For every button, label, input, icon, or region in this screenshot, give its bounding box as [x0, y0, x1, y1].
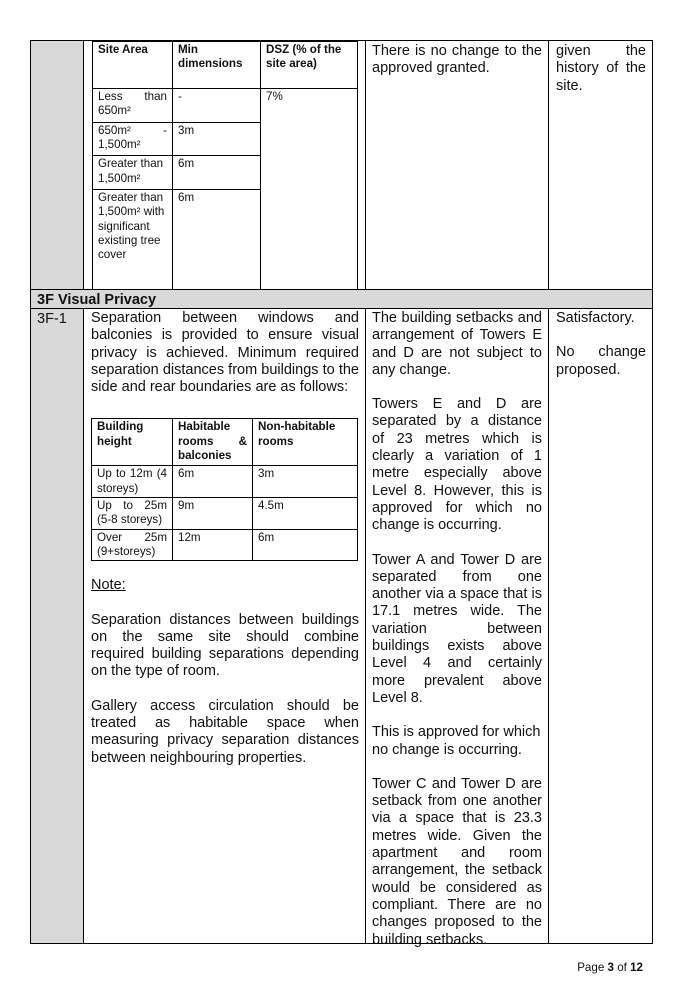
control-intro: Separation between windows and balconies is provided to ensure visual privacy is achieved. Minimum required separation distances from buildings to the side and rear boundaries are as follows: [91, 310, 359, 396]
table-cell: 6m [253, 529, 358, 561]
table-header-cell: DSZ (% of the site area) [261, 42, 358, 89]
separation-table [91, 418, 358, 561]
table-cell: Up to 25m (5-8 storeys) [92, 498, 173, 530]
table-cell: Greater than 1,500m² [93, 156, 173, 190]
table-cell: 6m [173, 466, 253, 498]
table-cell: Less than 650m² [93, 89, 173, 123]
comment-paragraph: The building setbacks and arrangement of Towers E and D are not subject to any change. [372, 310, 542, 378]
table-header-row [93, 42, 358, 89]
comment-paragraph: This is approved for which no change is occurring. [372, 724, 541, 758]
status-text: given the history of the site. [556, 43, 646, 94]
page-of: of [613, 961, 631, 974]
comment-paragraph: Towers E and D are separated by a distance of 23 metres which is clearly a variation of 1 metre especially above Level 8. However, this is approved for which no change is occurring. [372, 396, 542, 534]
table-cell: Greater than 1,500m² with significant existing tree cover [93, 190, 173, 292]
clause-control-cell [83, 308, 366, 944]
section-heading-row [30, 289, 653, 309]
comment-paragraph: Tower C and Tower D are setback from one another via a space that is 23.3 metres wide. Given the apartment and room arrangement, the setback would be considered as compliant. There are no changes proposed to the building setbacks. [372, 775, 542, 948]
status-text: Satisfactory. [556, 310, 635, 326]
row-continued-status-cell [548, 40, 653, 290]
page-total: 12 [630, 961, 643, 974]
table-row [93, 89, 358, 123]
clause-comment-cell [365, 308, 549, 948]
table-cell: Over 25m (9+storeys) [92, 529, 173, 561]
page-current: 3 [607, 961, 614, 974]
row-continued-comment-cell [365, 40, 549, 290]
table-cell: 650m² - 1,500m² [93, 122, 173, 156]
table-cell: 6m [173, 190, 261, 292]
note-paragraph: Gallery access circulation should be treated as habitable space when measuring privacy separation distances between neighbouring properties. [91, 697, 359, 766]
comment-paragraph: Tower A and Tower D are separated from one another via a space that is 17.1 metres wide. The variation between buildings exists above Level 4 and certainly more prevalent above Level 8. [372, 551, 542, 706]
table-cell: 4.5m [253, 498, 358, 530]
row-continued-first-cell [30, 40, 84, 290]
note-label: Note: [91, 577, 126, 594]
table-cell: 3m [253, 466, 358, 498]
table-header-row [92, 419, 358, 466]
table-row [92, 466, 358, 498]
row-continued-control-cell [83, 40, 366, 290]
status-text: No change proposed. [556, 344, 646, 378]
note-paragraph: Separation distances between buildings on the same site should combine required building separations depending on the type of room. [91, 611, 359, 680]
table-header-cell: Min dimensions [173, 42, 261, 89]
table-cell: 3m [173, 122, 261, 156]
clause-id-cell [30, 308, 84, 944]
table-cell: 7% [261, 89, 358, 292]
table-header-cell: Building height [92, 419, 173, 466]
table-cell: 9m [173, 498, 253, 530]
page-prefix: Page [577, 961, 608, 974]
comment-text: There is no change to the approved granted. [372, 43, 542, 77]
table-row [92, 529, 358, 561]
table-row [92, 498, 358, 530]
table-cell: 12m [173, 529, 253, 561]
section-heading: 3F Visual Privacy [37, 292, 157, 308]
table-cell: - [173, 89, 261, 123]
table-header-cell: Habitable rooms & balconies [173, 419, 253, 466]
table-header-cell: Site Area [93, 42, 173, 89]
table-cell: 6m [173, 156, 261, 190]
site-area-table [92, 41, 358, 292]
clause-id: 3F-1 [37, 311, 67, 327]
page-number [577, 961, 643, 975]
table-header-cell: Non-habitable rooms [253, 419, 358, 466]
clause-status-cell [548, 308, 653, 944]
table-cell: Up to 12m (4 storeys) [92, 466, 173, 498]
